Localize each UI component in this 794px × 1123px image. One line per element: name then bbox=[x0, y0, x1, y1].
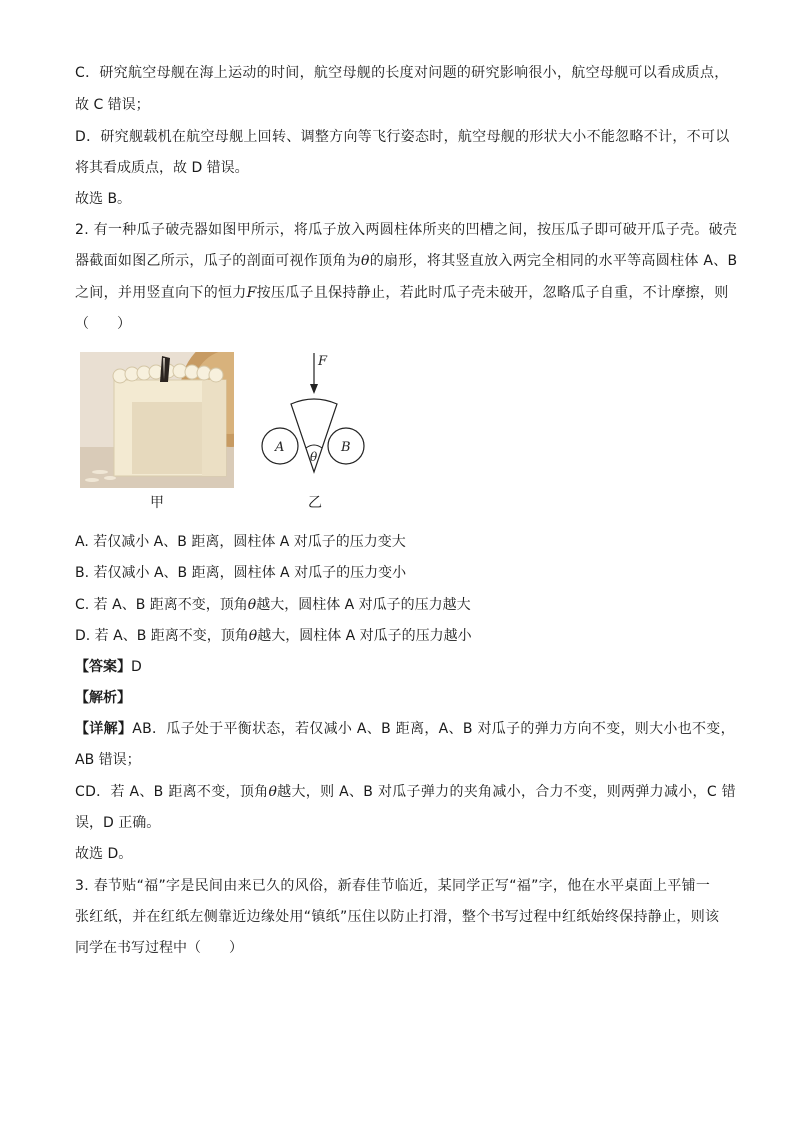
cylinder-b-label: B bbox=[341, 440, 351, 455]
cylinder-a-label: A bbox=[275, 440, 285, 455]
answer-value: D bbox=[131, 659, 142, 675]
detail-line-1: 【详解】AB．瓜子处于平衡状态，若仅减小 A、B 距离，A、B 对瓜子的弹力方向不变，则大小也不变， bbox=[75, 721, 735, 737]
question-2-line-3: 之间，并用竖直向下的恒力F按压瓜子且保持静止，若此时瓜子壳未破开，忽略瓜子自重，不计摩擦，则 bbox=[75, 285, 729, 301]
analysis-tag: 【解析】 bbox=[75, 690, 131, 706]
cross-section-diagram bbox=[258, 350, 368, 490]
option-c-line-1: C．研究航空母舰在海上运动的时间，航空母舰的长度对问题的研究影响很小，航空母舰可以看成质点， bbox=[75, 65, 729, 81]
detail-line-2: AB 错误； bbox=[75, 752, 141, 768]
photo-figure bbox=[80, 352, 234, 488]
detail-line-4: 误，D 正确。 bbox=[75, 815, 161, 831]
force-symbol: F bbox=[246, 285, 257, 301]
question-2-bracket: （ ） bbox=[75, 316, 131, 332]
option-d-line-1: D．研究舰载机在航空母舰上回转、调整方向等飞行姿态时，航空母舰的形状大小不能忽略不计，不可以 bbox=[75, 129, 730, 145]
question-2-line-2: 器截面如图乙所示，瓜子的剖面可视作顶角为θ的扇形，将其竖直放入两完全相同的水平等高圆柱体 A、B bbox=[75, 253, 738, 269]
theta-symbol: θ bbox=[361, 253, 370, 269]
seed-cracker-photo bbox=[80, 352, 234, 488]
analysis-line bbox=[75, 688, 131, 708]
question-3-line-1: 3. 春节贴“福”字是民间由来已久的风俗，新春佳节临近，某同学正写“福”字，他在水平桌面上平铺一 bbox=[75, 878, 711, 894]
option-c-line-2: 故 C 错误； bbox=[75, 97, 150, 113]
question-2-line-1: 2. 有一种瓜子破壳器如图甲所示，将瓜子放入两圆柱体所夹的凹槽之间，按压瓜子即可破开瓜子壳。破壳 bbox=[75, 222, 738, 238]
option-d-line-2: 将其看成质点，故 D 错误。 bbox=[75, 160, 249, 176]
question-3-line-3: 同学在书写过程中（ ） bbox=[75, 940, 243, 956]
detail-tag: 【详解】 bbox=[75, 721, 133, 737]
answer-tag: 【答案】 bbox=[75, 659, 131, 675]
angle-label: θ bbox=[310, 450, 318, 464]
arrow-head-icon bbox=[310, 384, 318, 394]
detail-line-3: CD．若 A、B 距离不变，顶角θ越大，则 A、B 对瓜子弹力的夹角减小，合力不变，则两弹力减小，C 错 bbox=[75, 784, 736, 800]
option-d: D. 若 A、B 距离不变，顶角θ越大，圆柱体 A 对瓜子的压力越小 bbox=[75, 628, 472, 644]
diagram-caption: 乙 bbox=[308, 495, 322, 511]
option-a: A. 若仅减小 A、B 距离，圆柱体 A 对瓜子的压力变大 bbox=[75, 534, 406, 550]
choose-d-line: 故选 D。 bbox=[75, 846, 133, 862]
force-diagram bbox=[258, 350, 368, 490]
question-3-line-2: 张红纸，并在红纸左侧靠近边缘处用“镇纸”压住以防止打滑，整个书写过程中红纸始终保持静止，则该 bbox=[75, 909, 720, 925]
option-c: C. 若 A、B 距离不变，顶角θ越大，圆柱体 A 对瓜子的压力越大 bbox=[75, 597, 471, 613]
choose-b-line: 故选 B。 bbox=[75, 191, 132, 207]
answer-line bbox=[75, 657, 142, 677]
force-label: F bbox=[318, 354, 328, 369]
option-b: B. 若仅减小 A、B 距离，圆柱体 A 对瓜子的压力变小 bbox=[75, 565, 407, 581]
photo-caption: 甲 bbox=[150, 495, 164, 511]
